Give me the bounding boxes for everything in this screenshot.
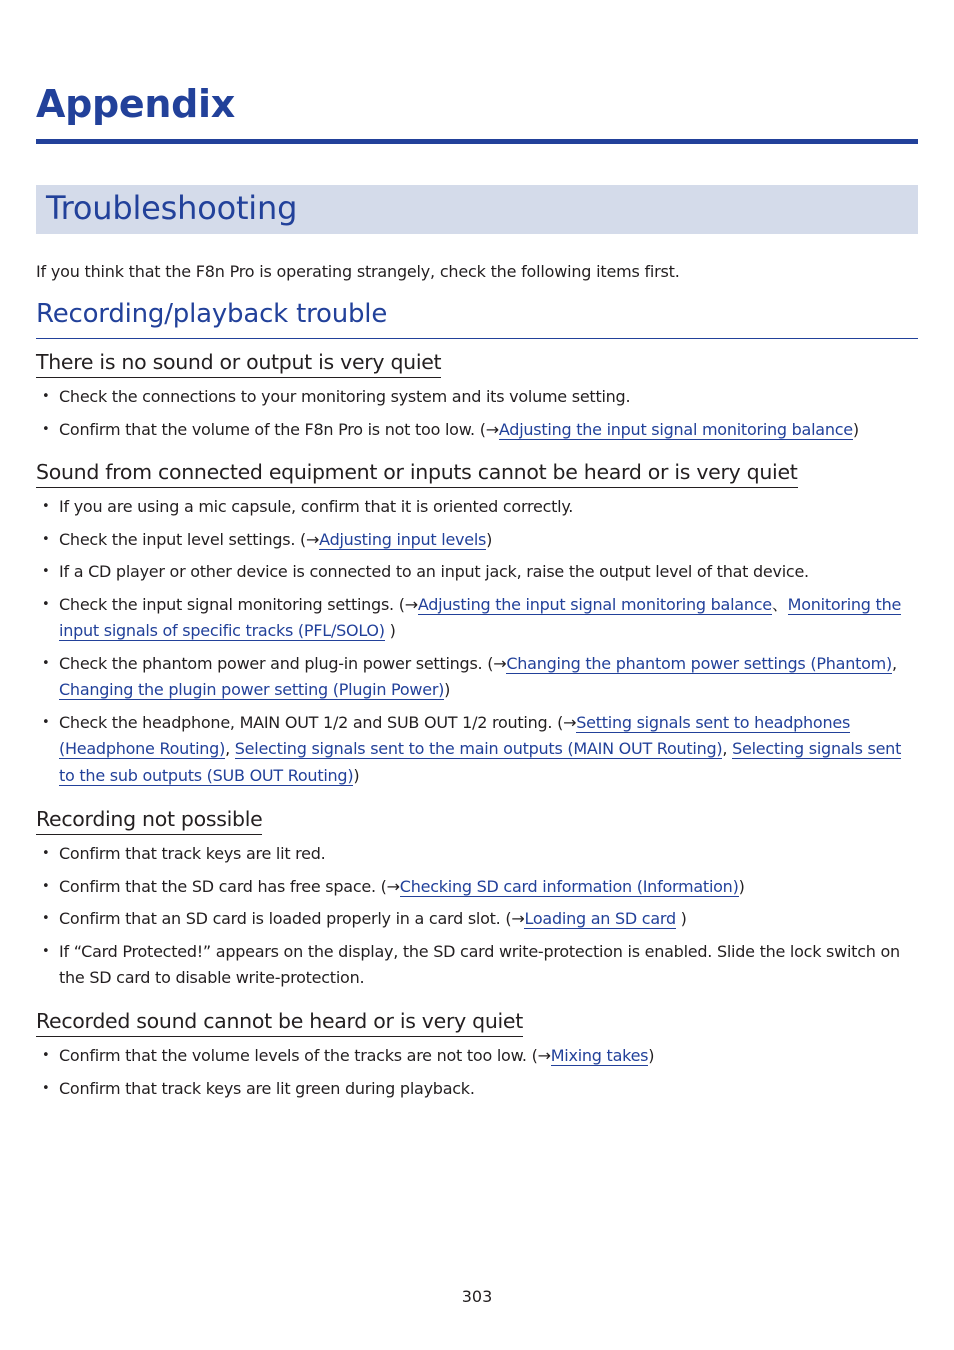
cross-reference-link[interactable]: Changing the plugin power setting (Plugin Power)	[59, 680, 445, 699]
topic-title: Recorded sound cannot be heard or is very quiet	[36, 1007, 523, 1037]
topic-recorded-sound-quiet	[36, 1007, 918, 1108]
checklist	[36, 841, 918, 992]
item-text: Confirm that the volume levels of the tracks are not too low. (→	[59, 1046, 551, 1065]
item-tail: )	[384, 621, 396, 640]
chapter-title: Appendix	[36, 82, 235, 126]
cross-reference-link[interactable]: Adjusting the input signal monitoring balance	[417, 594, 772, 614]
checklist	[36, 384, 918, 443]
item-text: Check the phantom power and plug-in power settings. (→	[59, 653, 507, 673]
item-text: Confirm that the volume of the F8n Pro is not too low. (→	[59, 419, 499, 439]
list-item	[36, 874, 918, 901]
item-tail: )	[675, 909, 687, 928]
list-item	[36, 559, 918, 586]
item-text: Confirm that track keys are lit red.	[59, 844, 326, 863]
chapter-rule	[36, 139, 918, 144]
cross-reference-link[interactable]: Checking SD card information (Information)	[399, 876, 739, 896]
cross-reference-link[interactable]: Mixing takes	[550, 1046, 649, 1065]
cross-reference-link[interactable]: Loading an SD card	[524, 909, 676, 928]
item-text: Check the input level settings. (→	[59, 529, 320, 549]
subsection-title: Recording/playback trouble	[36, 299, 388, 329]
checklist	[36, 494, 918, 789]
topic-title: Recording not possible	[36, 805, 262, 835]
item-tail: )	[353, 765, 360, 785]
list-item	[36, 417, 918, 444]
item-tail: )	[486, 529, 493, 549]
item-text: Check the connections to your monitoring system and its volume setting.	[59, 387, 631, 406]
page-number: 303	[461, 1287, 493, 1306]
cross-reference-link[interactable]: Adjusting input levels	[319, 529, 487, 549]
list-item	[36, 1076, 918, 1103]
link-separator: ,	[722, 739, 733, 758]
checklist	[36, 1043, 918, 1102]
link-separator: 、	[771, 594, 788, 614]
list-item	[36, 841, 918, 868]
subsection-rule	[36, 338, 918, 339]
cross-reference-link[interactable]: Setting signals sent to headphones (Headphone Routing)	[59, 712, 851, 758]
item-text: If you are using a mic capsule, confirm that it is oriented correctly.	[59, 497, 574, 516]
item-text: Check the headphone, MAIN OUT 1/2 and SUB OUT 1/2 routing. (→	[59, 712, 577, 732]
topic-title: There is no sound or output is very quiet	[36, 348, 441, 378]
cross-reference-link[interactable]: Monitoring the input signals of specific tracks (PFL/SOLO)	[59, 594, 902, 640]
item-tail: )	[444, 680, 451, 699]
list-item	[36, 651, 918, 704]
link-separator: ,	[891, 653, 897, 673]
list-item	[36, 384, 918, 411]
item-tail: )	[738, 876, 745, 896]
list-item	[36, 494, 918, 521]
list-item	[36, 906, 918, 933]
list-item	[36, 527, 918, 554]
item-text: If “Card Protected!” appears on the display, the SD card write-protection is enabled. Slide the lock switch on the SD card to disable write-protection.	[59, 941, 900, 987]
topic-title: Sound from connected equipment or inputs cannot be heard or is very quiet	[36, 458, 798, 488]
cross-reference-link[interactable]: Selecting signals sent to the sub outputs (SUB OUT Routing)	[59, 739, 902, 785]
topic-recording-not-possible	[36, 805, 918, 998]
list-item	[36, 592, 918, 645]
topic-no-sound	[36, 348, 918, 449]
section-header	[36, 185, 918, 234]
item-tail: )	[648, 1046, 655, 1065]
item-text: If a CD player or other device is connected to an input jack, raise the output level of that device.	[59, 562, 809, 581]
topic-equipment-not-heard	[36, 458, 918, 795]
link-separator: ,	[225, 739, 235, 758]
item-text: Confirm that the SD card has free space. (→	[59, 876, 400, 896]
cross-reference-link[interactable]: Adjusting the input signal monitoring balance	[498, 419, 853, 439]
list-item	[36, 1043, 918, 1070]
cross-reference-link[interactable]: Selecting signals sent to the main outputs (MAIN OUT Routing)	[234, 739, 723, 758]
item-text: Confirm that track keys are lit green during playback.	[59, 1078, 475, 1098]
item-text: Confirm that an SD card is loaded properly in a card slot. (→	[59, 909, 525, 928]
item-tail: )	[852, 419, 859, 439]
list-item	[36, 710, 918, 790]
cross-reference-link[interactable]: Changing the phantom power settings (Phantom)	[506, 653, 892, 673]
item-text: Check the input signal monitoring settings. (→	[59, 594, 418, 614]
section-title: Troubleshooting	[46, 189, 298, 227]
intro-text: If you think that the F8n Pro is operating strangely, check the following items first.	[36, 262, 680, 281]
list-item	[36, 939, 918, 992]
